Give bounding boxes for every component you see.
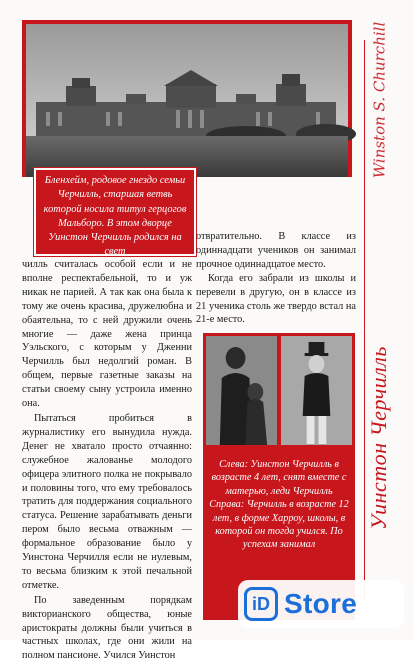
photo-top-caption <box>34 168 196 256</box>
running-title-text: Уинстон Черчилль <box>366 346 391 530</box>
churchill-signature <box>360 20 398 180</box>
blenheim-palace-photo <box>22 20 352 177</box>
id-store-watermark <box>238 580 404 628</box>
palace-image <box>26 24 348 177</box>
paragraph: Когда его забрали из школы и перевели в другую, он в классе из 21 ученика столь же твердо встал на 21-е место. <box>196 272 356 326</box>
signature-text: Winston S. Churchill <box>370 21 388 179</box>
logo-badge-text: iD <box>252 593 270 614</box>
caption-text: Бленхейм, родовое гнездо семьи Черчилль, старшая ветвь которой носила титул герцогов Мальборо. В этом дворце Уинстон Черчилль родился на свет <box>43 175 187 258</box>
right-text-column <box>196 230 356 327</box>
logo-wordmark: Store <box>284 588 358 619</box>
running-title <box>360 258 398 618</box>
caption-right-text: Справа: Черчилль в возрасте 12 лет, в форме Харроу, школы, в которой он тогда учился. По успехам занимал <box>209 499 349 551</box>
id-store-logo-icon <box>244 587 278 621</box>
left-text-column <box>22 258 192 663</box>
paragraph: Пытаться пробиться в журналистику его вынудила нужда. Денег не хватало просто отчаянно: служебное жалованье молодого офицера элитного полка не покрывало и половины того, что ему требовалось тратить для поддержания социального статуса. Решение зарабатывать деньги пером было весьма отважным — формальное образование было у Уинстона Черчилля если не нулевым, то весьма близким к этой печальной отметке. <box>22 412 192 591</box>
paragraph: отвратительно. В классе из одиннадцати учеников он занимал прочное одиннадцатое место. <box>196 231 356 270</box>
paragraph: чилль считалась особой если и не вполне респектабельной, то и уж никак не парией. А так как она была к тому же очень красива, дружелюбна и обаятельна, то с ней дружили очень многие — даже жена принца Уэльского, с которым у Дженни Черчилль был недолгий роман. В общем, первые газетные заказы на статьи своему сыну устроила именно она. <box>22 259 192 410</box>
photo-with-mother <box>206 336 277 445</box>
churchill-childhood-photos <box>203 333 355 448</box>
photo-harrow-uniform <box>281 336 352 445</box>
paragraph: По заведенным порядкам викторианского общества, юные аристократы должны были учиться в частных школах, где они жили на полном пансионе. Учился Уинстон <box>22 594 192 662</box>
caption-left-text: Слева: Уинстон Черчилль в возрасте 4 лет, снят вместе с матерью, леди Черчилль <box>211 459 347 497</box>
